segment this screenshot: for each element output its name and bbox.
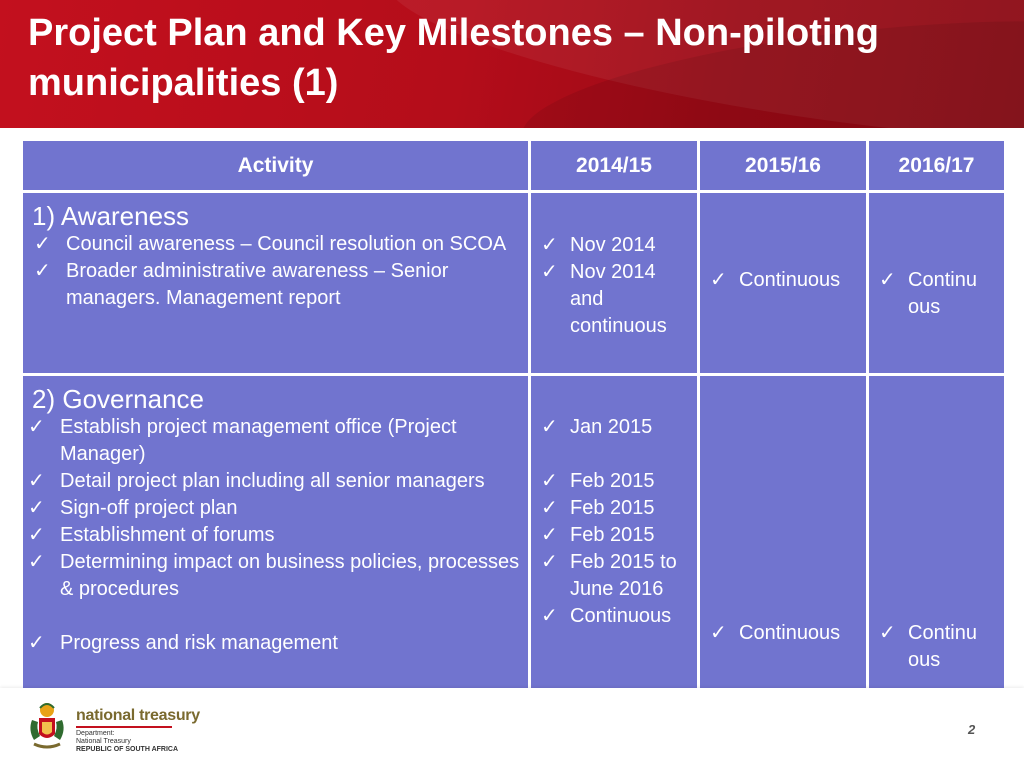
list-item: ✓ Sign-off project plan bbox=[26, 495, 520, 522]
list-item: ✓ Feb 2015 to June 2016 bbox=[541, 551, 677, 600]
check-icon: ✓ bbox=[28, 632, 45, 654]
list-item: ✓ Council awareness – Council resolution on SCOA bbox=[32, 231, 520, 258]
section-title-awareness: 1) Awareness bbox=[32, 201, 190, 231]
table-header-row bbox=[22, 140, 1006, 192]
coat-of-arms-icon bbox=[26, 700, 68, 752]
list-spacer bbox=[539, 441, 691, 468]
check-icon: ✓ bbox=[541, 416, 558, 438]
header-2016-17: 2016/17 bbox=[868, 140, 1006, 192]
list-item: ✓ Establish project management office (Project Manager) bbox=[28, 416, 457, 465]
section-title-governance: 2) Governance bbox=[32, 384, 204, 414]
year-cell-2015-16 bbox=[699, 192, 868, 375]
check-icon: ✓ bbox=[28, 416, 45, 438]
logo-divider bbox=[76, 726, 172, 728]
check-icon: ✓ bbox=[541, 524, 558, 546]
logo-line-3: REPUBLIC OF SOUTH AFRICA bbox=[76, 746, 179, 753]
check-icon: ✓ bbox=[710, 269, 727, 291]
logo-brand: national treasury bbox=[76, 707, 200, 724]
list-item: ✓ Feb 2015 bbox=[539, 468, 691, 495]
list-item: ✓ Progress and risk management bbox=[26, 630, 520, 657]
check-icon: ✓ bbox=[28, 470, 45, 492]
year-cell-2016-17 bbox=[868, 192, 1006, 375]
check-icon: ✓ bbox=[541, 605, 558, 627]
list-item: ✓ Feb 2015 bbox=[539, 522, 691, 549]
year-cell-2015-16 bbox=[699, 375, 868, 693]
year-cell-2016-17 bbox=[868, 375, 1006, 693]
slide-header bbox=[0, 0, 1024, 128]
milestones-table bbox=[20, 138, 1007, 694]
list-item: ✓ Continuous bbox=[708, 267, 860, 294]
check-icon: ✓ bbox=[34, 233, 51, 255]
list-item: ✓ Detail project plan including all senior managers bbox=[26, 468, 520, 495]
list-item: ✓ Continuous bbox=[539, 603, 691, 630]
list-item: ✓ Jan 2015 bbox=[539, 414, 691, 441]
list-spacer bbox=[26, 603, 520, 630]
header-2014-15: 2014/15 bbox=[530, 140, 699, 192]
check-icon: ✓ bbox=[28, 524, 45, 546]
table-row-governance bbox=[22, 375, 1006, 693]
logo-line-1: Department: bbox=[76, 730, 115, 737]
list-item: ✓ Continuous bbox=[708, 620, 860, 647]
list-item: ✓ Establishment of forums bbox=[26, 522, 520, 549]
check-icon: ✓ bbox=[541, 470, 558, 492]
list-item: ✓ Feb 2015 bbox=[539, 495, 691, 522]
list-item: ✓ Determining impact on business policies, processes & procedures bbox=[28, 551, 520, 600]
check-icon: ✓ bbox=[541, 261, 558, 283]
activity-cell bbox=[22, 375, 530, 693]
activity-cell bbox=[22, 192, 530, 375]
national-treasury-logo bbox=[76, 707, 200, 754]
check-icon: ✓ bbox=[879, 269, 896, 291]
list-item: ✓ Nov 2014 bbox=[539, 232, 691, 259]
header-activity: Activity bbox=[22, 140, 530, 192]
check-icon: ✓ bbox=[710, 622, 727, 644]
check-icon: ✓ bbox=[879, 622, 896, 644]
year-cell-2014-15 bbox=[530, 375, 699, 693]
check-icon: ✓ bbox=[28, 497, 45, 519]
header-2015-16: 2015/16 bbox=[699, 140, 868, 192]
check-icon: ✓ bbox=[34, 260, 51, 282]
check-icon: ✓ bbox=[541, 497, 558, 519]
list-item: ✓ Broader administrative awareness – Senior managers. Management report bbox=[34, 260, 449, 309]
check-icon: ✓ bbox=[541, 234, 558, 256]
year-cell-2014-15 bbox=[530, 192, 699, 375]
check-icon: ✓ bbox=[541, 551, 558, 573]
page-number: 2 bbox=[968, 722, 976, 737]
list-item: ✓ Continu ous bbox=[879, 622, 977, 671]
table-row-awareness bbox=[22, 192, 1006, 375]
logo-line-2: National Treasury bbox=[76, 738, 131, 745]
slide-title: Project Plan and Key Milestones – Non-piloting municipalities (1) bbox=[28, 12, 879, 104]
list-item: ✓ Nov 2014 and continuous bbox=[541, 261, 667, 337]
list-item: ✓ Continu ous bbox=[879, 269, 977, 318]
check-icon: ✓ bbox=[28, 551, 45, 573]
